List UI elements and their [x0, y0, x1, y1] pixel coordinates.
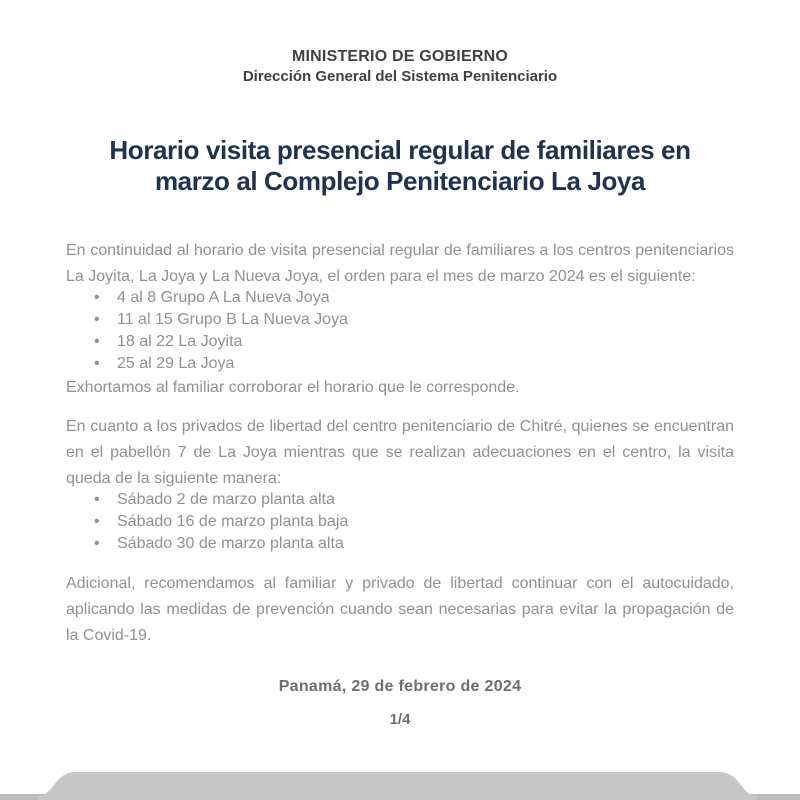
- department-name: Dirección General del Sistema Penitenciario: [242, 68, 558, 85]
- schedule-list-item: • Sábado 30 de marzo planta alta: [117, 533, 734, 555]
- chitre-schedule-list: [66, 489, 734, 555]
- chitre-paragraph: En cuanto a los privados de libertad del centro penitenciario de Chitré, quienes se encuentran en el pabellón 7 de La Joya mientras que se realizan adecuaciones en el centro, la visita queda de la siguiente manera:: [66, 418, 734, 487]
- closing-paragraph: Adicional, recomendamos al familiar y privado de libertad continuar con el autocuidado, aplicando las medidas de prevención cuando sean necesarias para evitar la propagación de la Covid-19.: [66, 575, 734, 644]
- schedule-list-item: • Sábado 2 de marzo planta alta: [117, 489, 734, 511]
- ministry-name: MINISTERIO DE GOBIERNO: [292, 48, 508, 65]
- page-indicator: 1/4: [389, 711, 411, 728]
- dateline: Panamá, 29 de febrero de 2024: [278, 678, 522, 695]
- march-schedule-list: [66, 287, 734, 375]
- page-title-line2: marzo al Complejo Penitenciario La Joya: [154, 166, 646, 196]
- letterhead: [0, 0, 800, 86]
- next-page-tab-shape: [38, 772, 757, 800]
- intro-paragraph: En continuidad al horario de visita presencial regular de familiares a los centros penitenciarios La Joyita, La Joya y La Nueva Joya, el orden para el mes de marzo 2024 es el siguiente:: [66, 242, 734, 285]
- page-title-line1: Horario visita presencial regular de familiares en: [109, 135, 691, 165]
- next-page-tab: [0, 770, 800, 800]
- schedule-list-item: • 11 al 15 Grupo B La Nueva Joya: [117, 309, 734, 331]
- exhort-line: Exhortamos al familiar corroborar el horario que le corresponde.: [66, 379, 520, 396]
- schedule-list-item: • Sábado 16 de marzo planta baja: [117, 511, 734, 533]
- schedule-list-item: • 25 al 29 La Joya: [117, 353, 734, 375]
- schedule-list-item: • 4 al 8 Grupo A La Nueva Joya: [117, 287, 734, 309]
- document-body: [66, 238, 734, 649]
- schedule-list-item: • 18 al 22 La Joyita: [117, 331, 734, 353]
- page-title: [50, 135, 750, 197]
